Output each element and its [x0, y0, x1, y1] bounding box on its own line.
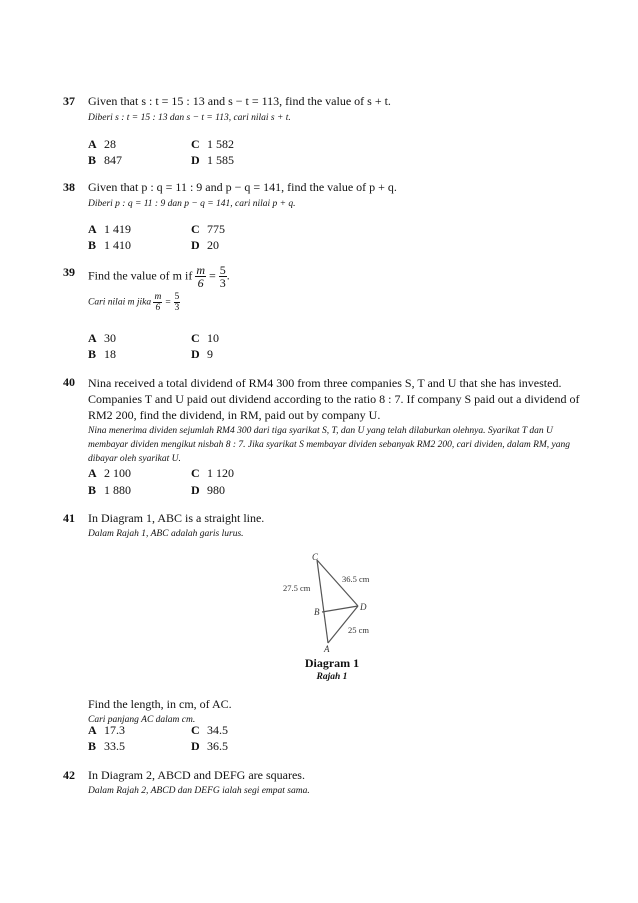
option-b: B 33.5 — [88, 739, 125, 753]
option-b: B 18 — [88, 347, 116, 361]
point-a-label: A — [324, 644, 330, 653]
option-a: A 2 100 — [88, 466, 131, 480]
fraction-m-over-6: $\frac{m}{6}$ — [196, 263, 205, 290]
question-number-40: 40 — [63, 375, 75, 389]
option-a: A 17.3 — [88, 723, 125, 737]
fraction-m-over-6-malay: $\frac{m}{6}$ — [154, 292, 162, 313]
option-c: C 1 120 — [191, 466, 234, 480]
question-40-english: Nina received a total dividend of RM4 300 from three companies S, T and U that she has invested. Companies T and U paid out dividend according to the ratio 8 : 7. If company S paid out a dividend of RM2 200, find the dividend, in RM, paid out by company U. — [88, 376, 580, 422]
option-c: C 34.5 — [191, 723, 228, 737]
question-40-malay: Nina menerima dividen sejumlah RM4 300 dari tiga syarikat S, T, dan U yang telah dilaburkan olehnya. Syarikat T dan U membayar dividen mengikut nisbah 8 : 7. Jika syarikat S membayar dividen sebanyak RM2 200, cari dividen, dalam RM, yang dibayar oleh syarikat U. — [88, 426, 571, 464]
question-39-english: Find the value of m if $\frac{m}{6}$ = $\frac{5}{3}$ . — [88, 263, 230, 290]
option-c: C 775 — [191, 222, 225, 236]
line-bd — [322, 606, 358, 612]
option-d: D 36.5 — [191, 739, 228, 753]
question-41-english: In Diagram 1, ABC is a straight line. — [88, 511, 265, 525]
option-c: C 10 — [191, 331, 219, 345]
option-a: A 28 — [88, 137, 116, 151]
diagram-caption-malay: Rajah 1 — [316, 672, 348, 682]
fraction-5-over-3-malay: $\frac{5}{3}$ — [174, 292, 180, 313]
fraction-5-over-3: $\frac{5}{3}$ — [219, 263, 226, 290]
option-d: D 980 — [191, 483, 225, 497]
question-39-malay: Cari nilai m jika $\frac{m}{6}$ = $\frac{5}{3}$ — [88, 292, 180, 313]
question-38-malay: Diberi p : q = 11 : 9 dan p − q = 141, cari nilai p + q. — [88, 199, 296, 209]
option-a: A 30 — [88, 331, 116, 345]
length-cb-label: 27.5 cm — [283, 583, 311, 593]
point-d-label: D — [360, 602, 367, 612]
question-41-malay: Dalam Rajah 1, ABC adalah garis lurus. — [88, 529, 244, 539]
question-number-39: 39 — [63, 265, 75, 279]
option-b: B 1 410 — [88, 238, 131, 252]
question-41-ask-english: Find the length, in cm, of AC. — [88, 697, 232, 711]
option-b: B 1 880 — [88, 483, 131, 497]
question-42-english: In Diagram 2, ABCD and DEFG are squares. — [88, 768, 305, 782]
question-38-english: Given that p : q = 11 : 9 and p − q = 141, find the value of p + q. — [88, 180, 397, 194]
option-d: D 1 585 — [191, 153, 234, 167]
option-c: C 1 582 — [191, 137, 234, 151]
option-d: D 9 — [191, 347, 213, 361]
length-cd-label: 36.5 cm — [342, 574, 370, 584]
option-b: B 847 — [88, 153, 122, 167]
point-c-label: C — [312, 552, 319, 562]
question-42-malay: Dalam Rajah 2, ABCD dan DEFG ialah segi empat sama. — [88, 786, 310, 796]
question-number-37: 37 — [63, 94, 75, 108]
diagram-caption: Diagram 1 — [304, 656, 360, 670]
option-d: D 20 — [191, 238, 219, 252]
question-37-malay: Diberi s : t = 15 : 13 dan s − t = 113, cari nilai s + t. — [88, 113, 291, 123]
option-a: A 1 419 — [88, 222, 131, 236]
line-ac — [317, 560, 328, 643]
question-number-41: 41 — [63, 511, 75, 525]
question-37-english: Given that s : t = 15 : 13 and s − t = 113, find the value of s + t. — [88, 94, 391, 108]
question-number-38: 38 — [63, 180, 75, 194]
question-41-ask-malay: Cari panjang AC dalam cm. — [88, 715, 196, 725]
point-b-label: B — [314, 607, 320, 617]
question-number-42: 42 — [63, 768, 75, 782]
length-ad-label: 25 cm — [348, 625, 370, 635]
diagram-1-triangle — [270, 548, 400, 653]
